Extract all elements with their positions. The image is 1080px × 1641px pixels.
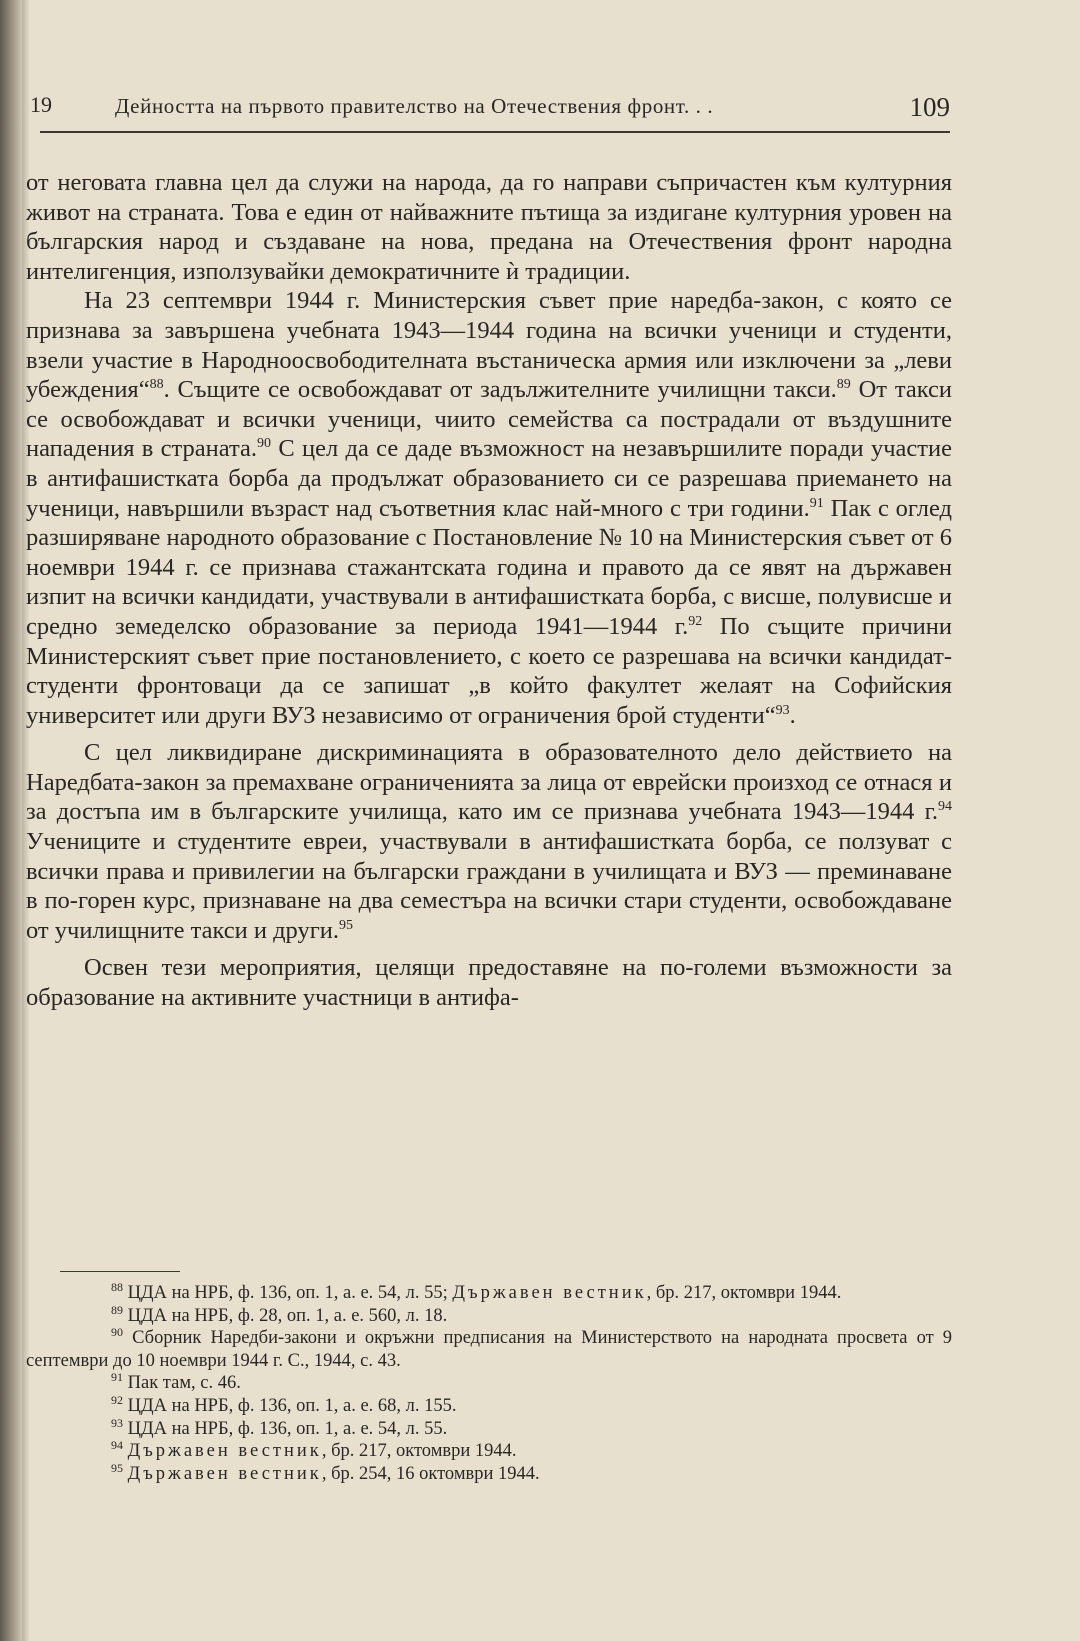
footnote-reference: 89 <box>836 377 851 392</box>
paragraph <box>26 168 952 286</box>
previous-page-number-fragment: 19 <box>30 92 52 117</box>
header-rule <box>40 131 950 133</box>
text-run: ЦДА на НРБ, ф. 136, оп. 1, а. е. 54, л. 55. <box>127 1418 448 1439</box>
footnote-number: 91 <box>111 1370 123 1385</box>
page-header <box>30 92 950 132</box>
footnote-reference: 90 <box>257 436 272 452</box>
footnote-reference: 95 <box>339 917 354 933</box>
source-title: Държавен вестник <box>452 1283 647 1303</box>
footnote-number: 88 <box>111 1279 123 1294</box>
text-run: На 23 септември 1944 г. Министерския съвет прие наредба-закон, с която се признава за завършена учебната 1943—1944 година на всички ученици и студенти, взели участие в Народноосвободителната въстаническа армия или изключени за „леви убеждения“ <box>26 287 952 404</box>
footnote-separator <box>60 1271 180 1272</box>
text-run: По същите причини Министерският съвет прие постановлението, с което се разрешава на всички кандидат-студенти фронтоваци да се запишат „в който факултет желаят на Софийския университет или други ВУЗ независимо от ограничения брой студенти“ <box>26 612 952 729</box>
text-run: . Същите се освобождават от задължителните училищни такси. <box>163 376 837 404</box>
footnote-number: 95 <box>111 1460 123 1475</box>
footnote-number: 92 <box>111 1392 123 1407</box>
footnote <box>26 1279 952 1305</box>
text-run: ЦДА на НРБ, ф. 136, оп. 1, а. е. 54, л. 55; <box>127 1283 453 1303</box>
text-run: . <box>789 701 796 729</box>
text-run: от неговата главна цел да служи на народа, да го направи съпричастен към културния живот на страната. Това е един от найважните пътища за издигане културния уровен на българския народ и създаване на нова, предана на Отечествения фронт народна интелигенция, използувайки демократичните ѝ традиции. <box>26 169 952 285</box>
footnote <box>26 1302 952 1328</box>
text-run: Учениците и студентите евреи, участвували в антифашистката борба, се ползуват с всички права и привилегии на български граждани в училищата и ВУЗ — преминаване в по-горен курс, признаване на два семестъра на всички стари студенти, освобождаване от училищните такси и други. <box>26 828 952 944</box>
footnote-number: 94 <box>111 1438 123 1452</box>
text-run: От такси се освобождават и всички ученици, чиито семейства са пострадали от въздушните нападения в страната. <box>26 376 953 463</box>
footnote-reference: 94 <box>938 799 952 815</box>
text-run: Пак с оглед разширяване народното образование с Постановление № 10 на Министерския съвет от 6 ноември 1944 г. се признава стажантската година и правото да се явят на държавен изпит на всички кандидати, участвували в антифашистката борба, с висше, полувисше и средно земеделско образование за периода 1941—1944 г. <box>26 494 952 640</box>
text-run: , бр. 217, октомври 1944. <box>646 1283 842 1303</box>
footnote-number: 93 <box>111 1415 123 1430</box>
main-text <box>26 168 952 1013</box>
text-run: , бр. 217, октомври 1944. <box>321 1441 517 1462</box>
footnote-reference: 92 <box>688 613 703 629</box>
footnote <box>26 1372 952 1395</box>
footnote <box>26 1327 952 1372</box>
footnote <box>26 1392 952 1418</box>
paragraph <box>26 738 952 945</box>
text-run: Сборник Наредби-закони и окръжни предписания на Министерството на народната просвета от 9 септември до 10 ноември 1944 г. С., 1944, с. 43. <box>26 1328 953 1371</box>
footnote-reference: 88 <box>149 377 164 392</box>
text-run: С цел ликвидиране дискриминацията в образователното дело действието на Наредбата-закон за премахване ограниченията за лица от еврейски произход се отнася и за достъпа им в българските училища, като им се признава учебната 1943—1944 г. <box>26 739 952 826</box>
text-run: С цел да се даде възможност на незавършилите поради участие в антифашистката борба да продължат образованието си се разрешава приемането на ученици, навършили възраст над съответния клас най-много с три години. <box>26 435 952 522</box>
footnote <box>26 1440 952 1463</box>
footnote-number: 90 <box>111 1325 123 1340</box>
paragraph <box>26 953 952 1012</box>
footnote-reference: 91 <box>809 495 824 511</box>
footnote <box>26 1460 952 1486</box>
book-spine-shadow <box>0 0 22 1641</box>
running-title: Дейността на първото правителство на Отечествения фронт. . . <box>115 94 714 118</box>
text-run: Освен тези мероприятия, целящи предоставяне на по-големи възможности за образование на активните участници в антифа- <box>26 954 952 1012</box>
footnotes <box>26 1279 953 1485</box>
text-run: Пак там, с. 46. <box>127 1373 241 1394</box>
footnote-number: 89 <box>111 1302 123 1317</box>
text-run: ЦДА на НРБ, ф. 28, оп. 1, а. е. 560, л. 18. <box>127 1305 448 1326</box>
source-title: Държавен вестник <box>127 1463 322 1484</box>
footnote-reference: 93 <box>775 702 790 718</box>
text-run: ЦДА на НРБ, ф. 136, оп. 1, а. е. 68, л. 155. <box>127 1395 457 1416</box>
page-number: 109 <box>909 92 950 122</box>
source-title: Държавен вестник <box>127 1441 322 1462</box>
paragraph <box>26 286 952 730</box>
text-run: , бр. 254, 16 октомври 1944. <box>321 1463 540 1484</box>
footnote <box>26 1415 952 1441</box>
